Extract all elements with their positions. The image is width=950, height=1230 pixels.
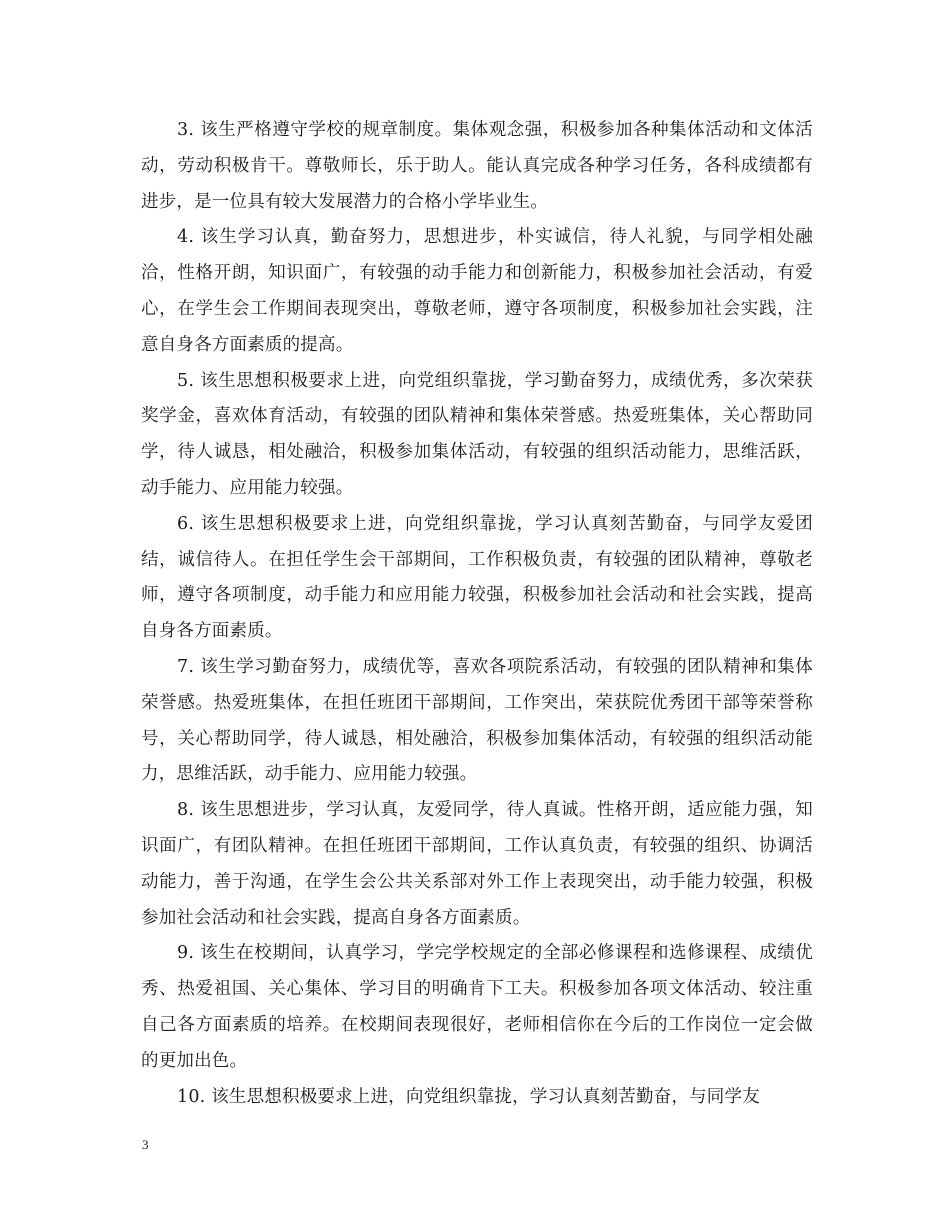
comment-paragraph-6: 6. 该生思想积极要求上进，向党组织靠拢，学习认真刻苦勤奋，与同学友爱团结，诚信待人。在担任学生会干部期间，工作积极负责，有较强的团队精神，尊敬老师，遵守各项制度，动手能力和应用能力较强，积极参加社会活动和社会实践，提高自身各方面素质。	[141, 513, 813, 642]
comment-paragraph-8: 8. 该生思想进步，学习认真，友爱同学，待人真诚。性格开朗，适应能力强，知识面广，有团队精神。在担任班团干部期间，工作认真负责，有较强的组织、协调活动能力，善于沟通，在学生会公共关系部对外工作上表现突出，动手能力较强，积极参加社会活动和社会实践，提高自身各方面素质。	[141, 800, 813, 928]
comment-paragraph-7: 7. 该生学习勤奋努力，成绩优等，喜欢各项院系活动，有较强的团队精神和集体荣誉感。热爱班集体，在担任班团干部期间，工作突出，荣获院优秀团干部等荣誉称号，关心帮助同学，待人诚恳，相处融洽，积极参加集体活动，有较强的组织活动能力，思维活跃，动手能力、应用能力较强。	[141, 656, 813, 785]
document-body	[141, 113, 813, 1115]
comment-paragraph-4: 4. 该生学习认真，勤奋努力，思想进步，朴实诚信，待人礼貌，与同学相处融洽，性格开朗，知识面广，有较强的动手能力和创新能力，积极参加社会活动，有爱心，在学生会工作期间表现突出，尊敬老师，遵守各项制度，积极参加社会实践，注意自身各方面素质的提高。	[141, 227, 813, 355]
comment-paragraph-9: 9. 该生在校期间，认真学习，学完学校规定的全部必修课程和选修课程、成绩优秀、热爱祖国、关心集体、学习目的明确肯下工夫。积极参加各项文体活动、较注重自己各方面素质的培养。在校期间表现很好，老师相信你在今后的工作岗位一定会做的更加出色。	[141, 943, 813, 1071]
comment-paragraph-3: 3. 该生严格遵守学校的规章制度。集体观念强，积极参加各种集体活动和文体活动，劳动积极肯干。尊敬师长，乐于助人。能认真完成各种学习任务，各科成绩都有进步，是一位具有较大发展潜力的合格小学毕业生。	[141, 120, 813, 212]
comment-paragraph-5: 5. 该生思想积极要求上进，向党组织靠拢，学习勤奋努力，成绩优秀，多次荣获奖学金，喜欢体育活动，有较强的团队精神和集体荣誉感。热爱班集体，关心帮助同学，待人诚恳，相处融洽，积极参加集体活动，有较强的组织活动能力，思维活跃，动手能力、应用能力较强。	[141, 370, 813, 498]
page-number: 3	[142, 1137, 149, 1152]
comment-paragraph-10: 10. 该生思想积极要求上进，向党组织靠拢，学习认真刻苦勤奋，与同学友	[177, 1086, 760, 1107]
